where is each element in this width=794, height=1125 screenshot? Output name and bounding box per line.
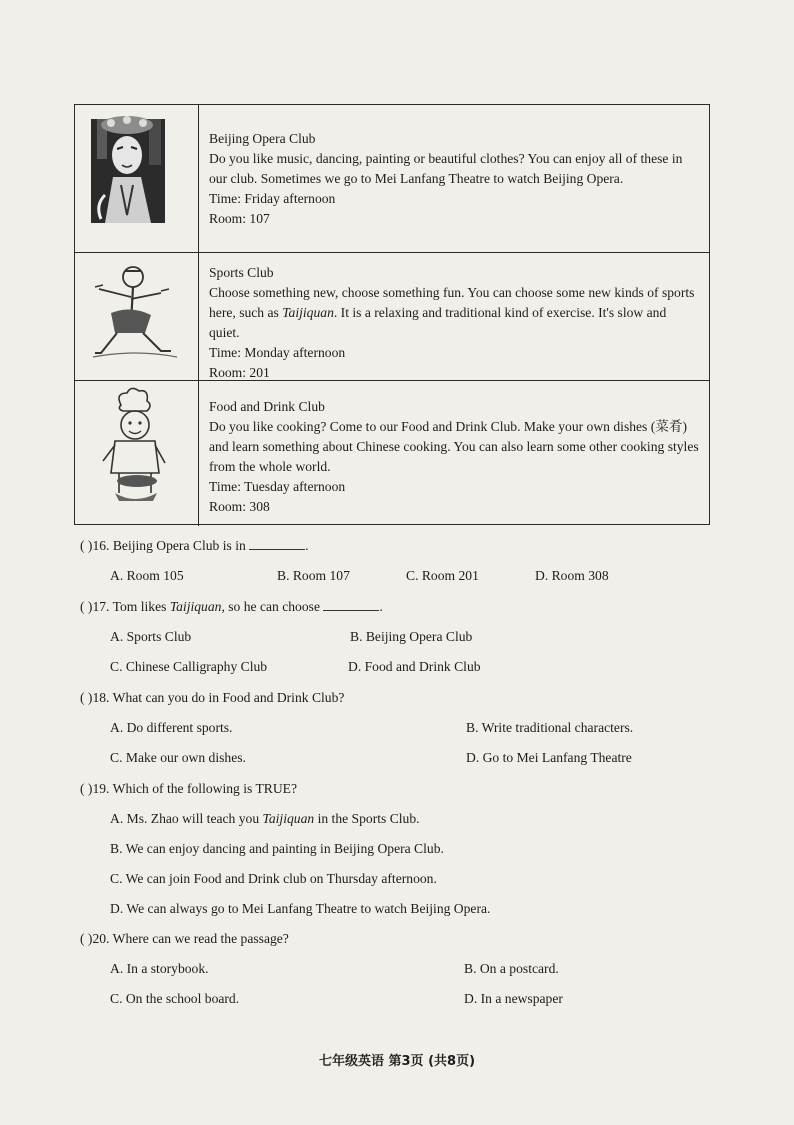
club-description: Do you like music, dancing, painting or beautiful clothes? You can enjoy all of these in our club. Sometimes we go to Mei Lanfang Theatre to watch Beijing Opera. (209, 151, 683, 186)
taiji-person-icon (75, 253, 197, 379)
question-20: ( )20. Where can we read the passage? (80, 931, 289, 946)
option-c[interactable]: C. Chinese Calligraphy Club (110, 659, 268, 674)
page-footer: 七年级英语 第3页 (共8页) (318, 1054, 476, 1069)
option-c[interactable]: C. On the school board. (110, 991, 240, 1006)
club-description: Do you like cooking? Come to our Food and Drink Club. Make your own dishes (菜肴) and learn something about Chinese cooking. You can also learn some other cooking styles from the whole world. (209, 419, 699, 474)
option-a[interactable]: A. Room 105 (110, 568, 184, 583)
question-16: ( )16. Beijing Opera Club is in . (80, 538, 309, 553)
opera-mask-icon (75, 105, 197, 251)
club-room: Room: 308 (209, 499, 270, 514)
club-description: Choose something new, choose something fun. You can choose some new kinds of sports here, such as Taijiquan. It is a relaxing and traditional kind of exercise. It's slow and quiet. (209, 285, 695, 340)
club-name: Beijing Opera Club (209, 131, 316, 146)
club-room: Room: 107 (209, 211, 270, 226)
option-c[interactable]: C. Room 201 (406, 568, 479, 583)
club-name: Sports Club (209, 265, 274, 280)
option-a[interactable]: A. Do different sports. (110, 720, 233, 735)
club-time: Time: Monday afternoon (209, 345, 346, 360)
option-d[interactable]: D. Go to Mei Lanfang Theatre (466, 750, 632, 765)
option-b[interactable]: B. Beijing Opera Club (350, 629, 473, 644)
option-d[interactable]: D. Food and Drink Club (348, 659, 481, 674)
club-name: Food and Drink Club (209, 399, 325, 414)
option-b[interactable]: B. On a postcard. (464, 961, 559, 976)
option-d[interactable]: D. We can always go to Mei Lanfang Theatre to watch Beijing Opera. (110, 901, 491, 916)
option-a[interactable]: A. Ms. Zhao will teach you Taijiquan in the Sports Club. (110, 811, 420, 826)
option-d[interactable]: D. In a newspaper (464, 991, 563, 1006)
option-c[interactable]: C. Make our own dishes. (110, 750, 246, 765)
question-18: ( )18. What can you do in Food and Drink Club? (80, 690, 345, 705)
option-a[interactable]: A. Sports Club (110, 629, 192, 644)
option-c[interactable]: C. We can join Food and Drink club on Thursday afternoon. (110, 871, 437, 886)
question-19: ( )19. Which of the following is TRUE? (80, 781, 297, 796)
answer-blank[interactable] (323, 598, 379, 611)
club-row-beijing-opera (75, 105, 709, 253)
option-a[interactable]: A. In a storybook. (110, 961, 209, 976)
club-row-food-drink (75, 381, 709, 526)
option-b[interactable]: B. Write traditional characters. (466, 720, 634, 735)
club-table (74, 104, 710, 525)
question-17: ( )17. Tom likes Taijiquan, so he can choose . (80, 599, 383, 614)
option-b[interactable]: B. We can enjoy dancing and painting in Beijing Opera Club. (110, 841, 444, 856)
club-room: Room: 201 (209, 365, 270, 380)
club-time: Time: Friday afternoon (209, 191, 336, 206)
club-time: Time: Tuesday afternoon (209, 479, 346, 494)
option-b[interactable]: B. Room 107 (277, 568, 350, 583)
club-row-sports (75, 253, 709, 381)
chef-icon (75, 381, 197, 523)
answer-blank[interactable] (249, 537, 305, 550)
option-d[interactable]: D. Room 308 (535, 568, 609, 583)
